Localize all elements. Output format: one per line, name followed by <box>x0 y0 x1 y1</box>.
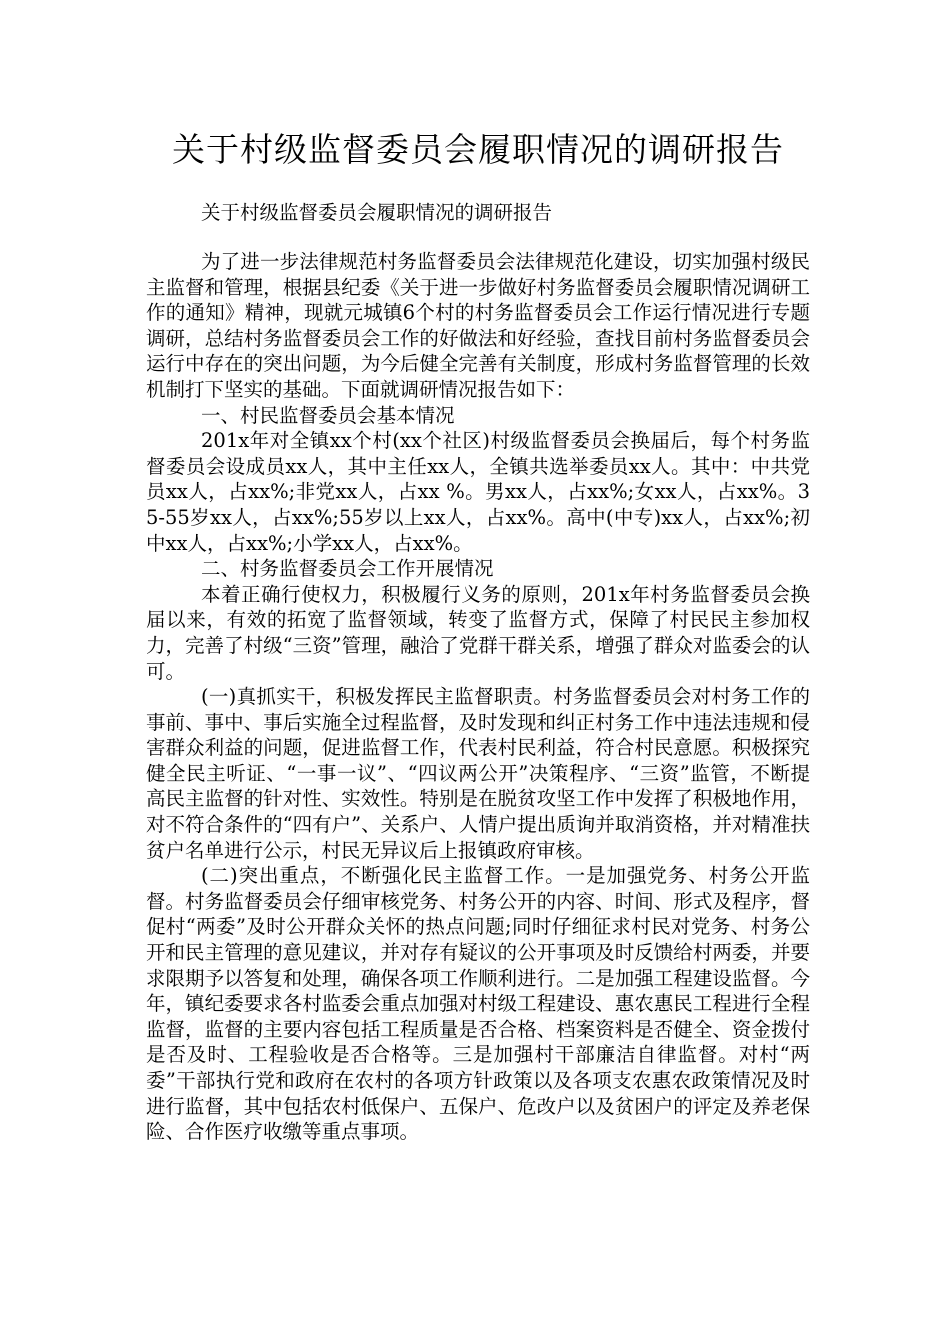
document-title: 关于村级监督委员会履职情况的调研报告 <box>172 130 784 169</box>
work-overview-paragraph: 本着正确行使权力，积极履行义务的原则，201x年村务监督委员会换届以来，有效的拓宽了监督领域，转变了监督方式，保障了村民民主参加权力，完善了村级“三资”管理，融洽了党群干群关系，增强了群众对监委会的认可。 <box>146 582 810 683</box>
intro-paragraph: 为了进一步法律规范村务监督委员会法律规范化建设，切实加强村级民主监督和管理，根据县纪委《关于进一步做好村务监督委员会履职情况调研工作的通知》精神，现就元城镇6个村的村务监督委员会工作运行情况进行专题调研，总结村务监督委员会工作的好做法和好经验，查找目前村务监督委员会运行中存在的突出问题，为今后健全完善有关制度，形成村务监督管理的长效机制打下坚实的基础。下面就调研情况报告如下： <box>146 250 810 401</box>
subsection-1-paragraph: (一)真抓实干，积极发挥民主监督职责。村务监督委员会对村务工作的事前、事中、事后实施全过程监督，及时发现和纠正村务工作中违法违规和侵害群众利益的问题，促进监督工作，代表村民利益，符合村民意愿。积极探究健全民主听证、“一事一议”、“四议两公开”决策程序、“三资”监管，不断提高民主监督的针对性、实效性。特别是在脱贫攻坚工作中发挥了积极地作用，对不符合条件的“四有户”、关系户、人情户提出质询并取消资格，并对精准扶贫户名单进行公示，村民无异议后上报镇政府审核。 <box>146 685 810 862</box>
section-heading-1: 一、村民监督委员会基本情况 <box>201 403 455 427</box>
basic-info-paragraph: 201x年对全镇xx个村(xx个社区)村级监督委员会换届后，每个村务监督委员会设成员xx人，其中主任xx人，全镇共选举委员xx人。其中：中共党员xx人，占xx%;非党xx人，占xx %。男xx人，占xx%;女xx人，占xx%。35-55岁xx人，占xx%;55岁以上xx人，占xx%。高中(中专)xx人，占xx%;初中xx人，占xx%;小学xx人，占xx%。 <box>146 429 810 555</box>
subsection-2-paragraph: (二)突出重点，不断强化民主监督工作。一是加强党务、村务公开监督。村务监督委员会仔细审核党务、村务公开的内容、时间、形式及程序，督促村“两委”及时公开群众关怀的热点问题;同时仔细征求村民对党务、村务公开和民主管理的意见建议，并对存有疑议的公开事项及时反馈给村两委，并要求限期予以答复和处理，确保各项工作顺利进行。二是加强工程建设监督。今年，镇纪委要求各村监委会重点加强对村级工程建设、惠农惠民工程进行全程监督，监督的主要内容包括工程质量是否合格、档案资料是否健全、资金拨付是否及时、工程验收是否合格等。三是加强村干部廉洁自律监督。对村“两委”干部执行党和政府在农村的各项方针政策以及各项支农惠农政策情况及时进行监督，其中包括农村低保户、五保户、危改户以及贫困户的评定及养老保险、合作医疗收缴等重点事项。 <box>146 864 810 1144</box>
section-heading-2: 二、村务监督委员会工作开展情况 <box>201 557 494 581</box>
document-body <box>146 249 810 1145</box>
document-subtitle: 关于村级监督委员会履职情况的调研报告 <box>201 201 553 224</box>
